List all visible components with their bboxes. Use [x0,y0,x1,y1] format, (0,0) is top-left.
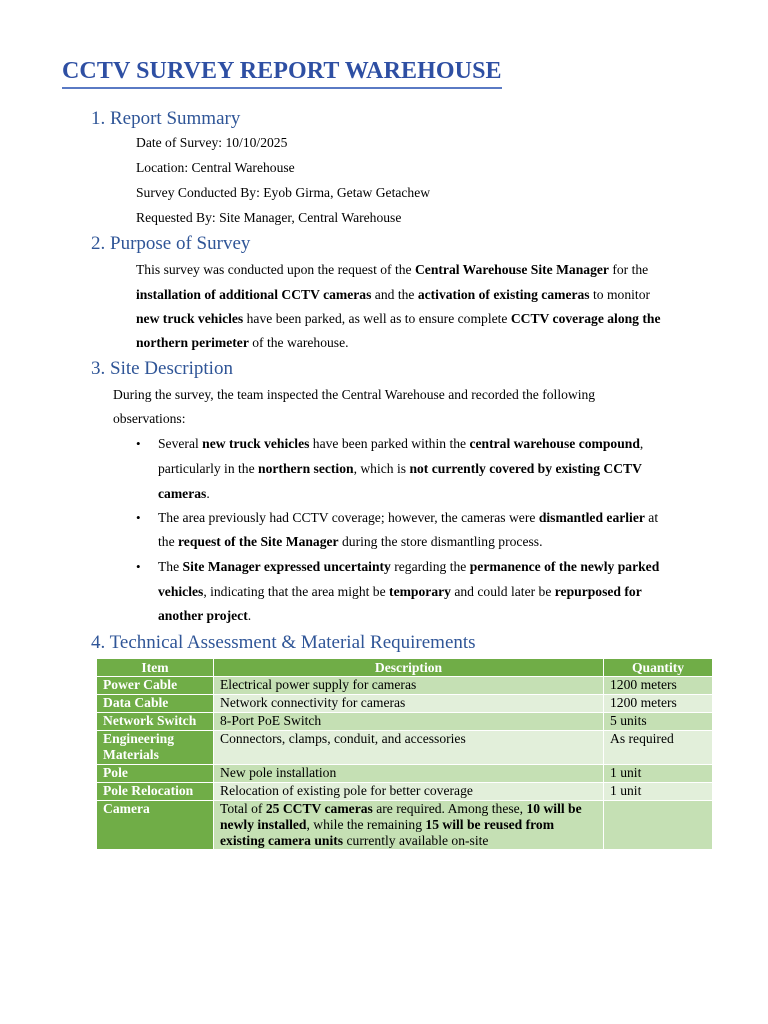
bold-text: Site Manager expressed uncertainty [182,559,391,574]
row-description [214,801,604,850]
row-item: Power Cable [97,677,214,695]
text: have been parked, as well as to ensure complete [243,311,511,326]
row-description: Network connectivity for cameras [214,695,604,713]
bullet-1-line-3 [158,486,210,502]
row-item: Pole Relocation [97,783,214,801]
bold-text: dismantled earlier [538,510,645,525]
table-row [97,765,713,783]
bold-text: vehicles [158,584,204,599]
purpose-line-3 [136,311,661,327]
text: are required. Among these, [372,801,527,816]
text: , which is [353,461,410,476]
text: have been parked within the [309,436,470,451]
row-quantity [604,801,713,850]
table-row [97,731,713,765]
text: The area previously had CCTV coverage; however, the cameras were [158,510,539,525]
section-heading-technical-assessment: 4. Technical Assessment & Material Requirements [91,632,476,653]
row-quantity: 1200 meters [604,695,713,713]
row-description: 8-Port PoE Switch [214,713,604,731]
row-item: Pole [97,765,214,783]
text: for the [608,262,649,277]
row-item: Engineering Materials [97,731,214,765]
bold-text: CCTV coverage along the [510,311,661,326]
text: particularly in the [158,461,259,476]
row-quantity: 1 unit [604,765,713,783]
bold-text: northern perimeter [136,335,249,350]
row-description: New pole installation [214,765,604,783]
survey-requested-by: Requested By: Site Manager, Central Warehouse [136,210,402,225]
bullet-3-line-2 [158,584,642,600]
bullet-1-line-2 [158,461,642,477]
text: , [639,436,644,451]
bold-text: 15 will be reused from existing camera units [220,817,555,848]
row-item: Network Switch [97,713,214,731]
bullet-2-line-1 [158,510,658,526]
bold-text: another project [158,608,248,623]
bold-text: repurposed for [554,584,642,599]
text: and could later be [450,584,555,599]
text: and the [371,287,418,302]
text: during the store dismantling process. [338,534,543,549]
row-quantity: 1200 meters [604,677,713,695]
section-heading-purpose: 2. Purpose of Survey [91,233,251,254]
bold-text: cameras [158,486,207,501]
bullet-dot-icon: • [136,559,141,574]
text: Total of [220,801,266,816]
text: the [158,534,179,549]
site-intro-line-1: During the survey, the team inspected the Central Warehouse and recorded the following [113,387,596,402]
bold-text: new truck vehicles [136,311,244,326]
bullet-2-line-2 [158,534,542,550]
bold-text: northern section [258,461,354,476]
text: , indicating that the area might be [203,584,390,599]
text: The [158,559,183,574]
row-item: Data Cable [97,695,214,713]
document-title: CCTV SURVEY REPORT WAREHOUSE [62,58,502,89]
text: . [247,608,252,623]
table-row [97,801,713,850]
text: Several [158,436,203,451]
header-quantity: Quantity [604,659,713,677]
bullet-3-line-3 [158,608,251,624]
row-description: Connectors, clamps, conduit, and accessories [214,731,604,765]
text: . [206,486,210,501]
survey-conducted-by: Survey Conducted By: Eyob Girma, Getaw Getachew [136,185,431,200]
table-row [97,695,713,713]
bullet-dot-icon: • [136,436,141,451]
header-description: Description [214,659,604,677]
survey-location: Location: Central Warehouse [136,160,295,175]
row-description: Relocation of existing pole for better coverage [214,783,604,801]
bullet-1-line-1 [158,436,643,452]
row-description: Electrical power supply for cameras [214,677,604,695]
survey-date: Date of Survey: 10/10/2025 [136,135,288,150]
purpose-line-2 [136,287,650,303]
section-heading-report-summary: 1. Report Summary [91,108,241,129]
text: to monitor [589,287,651,302]
bold-text: temporary [389,584,451,599]
bold-text: new truck vehicles [202,436,310,451]
bullet-dot-icon: • [136,510,141,525]
row-quantity: 1 unit [604,783,713,801]
table-header-row [97,659,713,677]
row-quantity: 5 units [604,713,713,731]
purpose-line-4 [136,335,349,351]
bold-text: installation of additional CCTV cameras [136,287,372,302]
site-intro-line-2: observations: [113,411,186,426]
text: , while the remaining [306,817,426,832]
header-item: Item [97,659,214,677]
bold-text: activation of existing cameras [417,287,590,302]
text: This survey was conducted upon the request of the [136,262,415,277]
text: regarding the [390,559,470,574]
purpose-line-1 [136,262,648,278]
materials-table [96,658,713,850]
bold-text: permanence of the newly parked [469,559,660,574]
row-item: Camera [97,801,214,850]
bold-text: not currently covered by existing CCTV [409,461,642,476]
bullet-3-line-1 [158,559,659,575]
table-row [97,677,713,695]
bold-text: 25 CCTV cameras [265,801,373,816]
bold-text: 10 will be newly installed [220,801,582,832]
bold-text: central warehouse compound [469,436,640,451]
text: currently available on-site [343,833,489,848]
table-row [97,713,713,731]
table-row [97,783,713,801]
row-quantity: As required [604,731,713,765]
text: at [644,510,659,525]
text: of the warehouse. [248,335,349,350]
bold-text: Central Warehouse Site Manager [414,262,609,277]
bold-text: request of the Site Manager [178,534,339,549]
section-heading-site-description: 3. Site Description [91,358,233,379]
